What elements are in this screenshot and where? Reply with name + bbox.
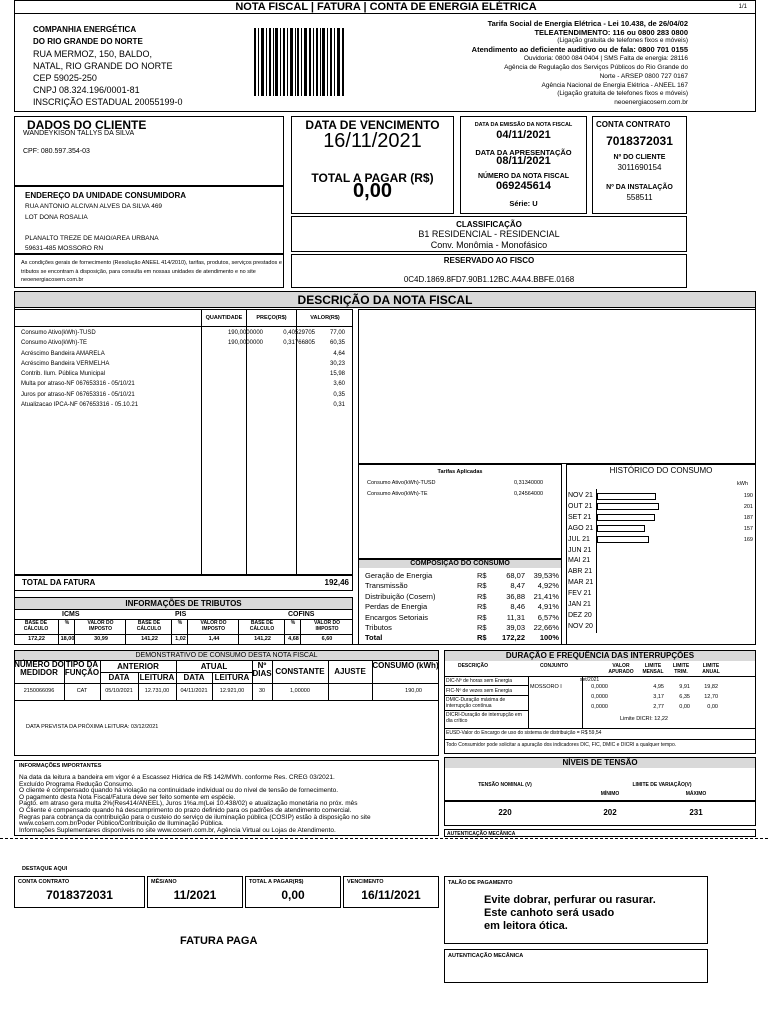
int-val: 3,17 xyxy=(653,694,664,700)
classification-line-1: B1 RESIDENCIAL - RESIDENCIAL xyxy=(418,229,560,239)
tension-nominal: TENSÃO NOMINAL (V) xyxy=(478,782,532,788)
total-invoice-value: 192,46 xyxy=(324,578,349,587)
composition-name: Encargos Setoriais xyxy=(365,612,428,622)
slip-label: TALÃO DE PAGAMENTO xyxy=(448,880,513,886)
stub-total-value: 0,00 xyxy=(281,888,305,902)
history-month-label: OUT 21 xyxy=(568,502,593,510)
important-line: Informações Suplementares disponíveis no site www.cosern.com.br, Agência Virtual ou Lojas de Atendimento. xyxy=(19,826,336,834)
client-number-label: Nº DO CLIENTE xyxy=(613,154,666,161)
nf-number: 069245614 xyxy=(495,180,552,192)
composition-value: 68,07 xyxy=(506,571,525,580)
composition-pct: 22,66% xyxy=(533,622,559,632)
conditions-text: As condições gerais de fornecimento (Resolução ANEEL 414/2010), tarifas, produtos, serviços prestados e tributos se encontram à disposição, para consulta em nossas unidades de atendimento e no site neoenergiacosern.com.br xyxy=(21,260,282,284)
int-val: 0,00 xyxy=(707,704,718,710)
tax-value: 1,44 xyxy=(208,636,220,642)
important-line: O cliente é compensado quando há violação na continuidade individual ou do nível de tensão de fornecimento. xyxy=(19,787,339,795)
interruptions-title: DURAÇÃO E FREQUÊNCIA DAS INTERRUPÇÕES xyxy=(445,651,755,661)
history-bar xyxy=(597,514,655,521)
item-row: Consumo Ativo(kWh)-TE 190,0000000 0,31766805 60,35 xyxy=(21,340,345,347)
composition-row xyxy=(365,633,559,643)
int-val: 6,35 xyxy=(679,694,690,700)
important-line: Na data da leitura a bandeira em vigor é a Escassez Hídrica de R$ 142/MWh. conforme Res. CREG 03/2021. xyxy=(19,774,335,781)
stub-due xyxy=(343,876,439,908)
contract-label: CONTA CONTRATO xyxy=(596,120,671,129)
unit-line-2: LOT DONA ROSALIA xyxy=(25,213,88,221)
composition-row xyxy=(365,581,559,591)
history-month-label: JUL 21 xyxy=(568,535,590,543)
due-label: DATA DE VENCIMENTO xyxy=(305,118,440,132)
composition-row xyxy=(365,571,559,581)
history-box xyxy=(566,464,756,645)
int-dicri: DICRI-Duração de interrupção em dia crítico xyxy=(446,712,522,724)
taxes-title: INFORMAÇÕES DE TRIBUTOS xyxy=(15,598,352,610)
int-val: 0,0000 xyxy=(591,704,608,710)
history-month-label: MAR 21 xyxy=(568,579,594,587)
slip-warning-line: Evite dobrar, perfurar ou rasurar. xyxy=(484,894,656,906)
stub-month xyxy=(147,876,243,908)
int-note: Todo Consumidor pode solicitar a apuração dos indicadores DIC, FIC, DMIC e DICRI a qualquer tempo. xyxy=(446,742,677,748)
int-val: 12,70 xyxy=(704,694,718,700)
unit-line-1: RUA ANTONIO ALCIVAN ALVES DA SILVA 469 xyxy=(25,203,163,210)
unit-line-4: PLANALTO TREZE DE MAIO/AREA URBANA xyxy=(25,234,159,242)
tax-sub: BASE DE CÁLCULO xyxy=(14,620,59,645)
col-constant: CONSTANTE xyxy=(275,667,325,676)
contact-note-1: (Ligação gratuita de telefones fixos e móveis) xyxy=(557,37,688,44)
col-meter: NÚMERO DO MEDIDOR xyxy=(14,660,64,677)
stub-contract xyxy=(14,876,145,908)
tax-pis: PIS xyxy=(175,611,187,618)
composition-row xyxy=(365,602,559,612)
int-val: 0,0000 xyxy=(591,684,608,690)
unit-address xyxy=(25,202,162,255)
tension-nominal-value: 220 xyxy=(498,808,512,817)
history-month-label: NOV 20 xyxy=(568,622,593,630)
important-title: INFORMAÇÕES IMPORTANTES xyxy=(19,763,102,769)
aneel: Agência Nacional de Energia Elétrica - ANEEL 167 xyxy=(541,82,688,89)
col-previous: ANTERIOR xyxy=(117,662,159,671)
important-lines xyxy=(19,775,438,834)
tax-sub: BASE DE CÁLCULO xyxy=(127,620,172,645)
tax-sub: VALOR DO IMPOSTO xyxy=(76,620,126,645)
page-number: 1/1 xyxy=(738,4,747,10)
history-month-label: JUN 21 xyxy=(568,546,592,554)
tariff-name-2: Consumo Ativo(kWh)-TE xyxy=(367,491,428,497)
description-title: DESCRIÇÃO DA NOTA FISCAL xyxy=(297,293,473,307)
teleatendimento: TELEATENDIMENTO: 116 ou 0800 283 0800 xyxy=(534,28,688,37)
history-chart xyxy=(567,489,755,645)
tax-cofins: COFINS xyxy=(288,611,315,618)
description-header xyxy=(15,292,755,308)
col-prev-date: DATA xyxy=(108,673,130,682)
stub-month-label: MÊS/ANO xyxy=(151,879,177,885)
col-consumption: CONSUMO (kWh) xyxy=(372,661,439,670)
arsep-1: Agência de Regulação dos Serviços Públicos do Rio Grande do xyxy=(504,64,688,71)
composition-currency: R$ xyxy=(477,622,487,632)
taxes-grid xyxy=(14,619,353,645)
important-line: O Cliente é compensado quando há descumprimento do prazo definido para os padrões de atendimento comercial. xyxy=(19,806,352,814)
composition-box xyxy=(358,559,562,645)
tax-value: 1,02 xyxy=(175,636,186,642)
slip-box xyxy=(444,876,708,944)
fisco-code: 0C4D.1869.8FD7.90B1.12BC.A4A4.BBFE.0168 xyxy=(403,275,575,284)
presentation-date: 08/11/2021 xyxy=(496,155,551,167)
due-date: 16/11/2021 xyxy=(323,130,422,152)
conditions-box xyxy=(14,254,284,288)
history-month-label: NOV 21 xyxy=(568,492,593,499)
history-title: HISTÓRICO DO CONSUMO xyxy=(609,466,713,475)
emission-box xyxy=(460,116,587,214)
header-bar xyxy=(14,0,756,14)
total-invoice-row xyxy=(14,575,353,591)
col-prev-reading: LEITURA xyxy=(139,673,175,682)
slip-warning-line: em leitora ótica. xyxy=(484,920,568,932)
installation-number: 558511 xyxy=(626,193,653,202)
tax-sub: VALOR DO IMPOSTO xyxy=(313,620,341,632)
history-month-label: ABR 21 xyxy=(568,568,593,576)
history-value-label: 190 xyxy=(743,493,753,499)
days: 30 xyxy=(258,688,266,694)
slip-warning xyxy=(484,894,656,933)
composition-currency: R$ xyxy=(477,581,487,591)
composition-row xyxy=(365,592,559,602)
auth-label-top: AUTENTICAÇÃO MECÂNICA xyxy=(447,831,516,837)
item-row: Multa por atraso-NF 067653316 - 05/10/21 3,60 xyxy=(21,381,345,388)
classification-line-2: Conv. Monômia - Monofásico xyxy=(430,240,548,250)
presentation-label: DATA DA APRESENTAÇÃO xyxy=(475,148,572,157)
int-dic: DIC-Nº de horas sem Energia xyxy=(446,678,513,684)
int-dicri-limit: Limite DICRI: 12,22 xyxy=(620,716,668,722)
company-name-2: DO RIO GRANDE DO NORTE xyxy=(33,37,143,46)
cur-date: 04/11/2021 xyxy=(180,688,208,694)
tariff-value-1: 0,31340000 xyxy=(514,480,544,486)
tension-box xyxy=(444,757,756,801)
composition-pct: 21,41% xyxy=(533,591,559,601)
tax-sub: BASE DE CÁLCULO xyxy=(240,620,285,645)
constant: 1,00000 xyxy=(290,688,310,694)
int-month: set/2021 xyxy=(580,677,600,683)
client-cpf: CPF: 080.597.354-03 xyxy=(23,148,90,155)
int-col: CONJUNTO xyxy=(540,663,568,669)
consumption-title: DEMONSTRATIVO DE CONSUMO DESTA NOTA FISCAL xyxy=(15,651,438,661)
tension-min-label: MÍNIMO xyxy=(600,791,620,797)
int-val: 0,0000 xyxy=(591,694,608,700)
tax-icms: ICMS xyxy=(62,611,80,618)
int-fic: FIC-Nº de vezes sem Energia xyxy=(446,688,513,694)
composition-pct: 4,92% xyxy=(537,581,559,591)
cur-reading: 12.921,00 xyxy=(219,688,245,694)
col-cur-date: DATA xyxy=(183,673,205,682)
composition-currency: R$ xyxy=(477,571,487,580)
history-month-label: SET 21 xyxy=(568,513,592,521)
int-col: LIMITE ANUAL xyxy=(702,663,720,675)
due-box xyxy=(291,116,454,214)
col-cur-reading: LEITURA xyxy=(214,673,250,682)
composition-name: Perdas de Energia xyxy=(365,602,428,612)
items-list xyxy=(21,328,351,410)
history-bar xyxy=(597,493,656,500)
int-val: 0,00 xyxy=(679,704,690,710)
int-col: LIMITE MENSAL xyxy=(642,663,664,675)
client-number: 3011690154 xyxy=(617,163,662,172)
deficiente-atendimento: Atendimento ao deficiente auditivo ou de fala: 0800 701 0155 xyxy=(471,45,688,54)
composition-value: 11,31 xyxy=(506,612,525,622)
classification-label: CLASSIFICAÇÃO xyxy=(456,220,522,229)
composition-value: 39,03 xyxy=(506,622,525,632)
item-row: Contrib. Ilum. Pública Municipal 15,98 xyxy=(21,371,345,378)
tax-sub: % xyxy=(60,620,75,645)
company-address: RUA MERMOZ, 150, BALDO, xyxy=(33,49,153,59)
stub-contract-value: 7018372031 xyxy=(46,888,113,902)
tax-value: 18,00 xyxy=(60,636,75,642)
composition-name: Geração de Energia xyxy=(365,571,433,580)
int-set: MOSSORO I xyxy=(530,684,562,690)
website: neoenergiacosern.com.br xyxy=(614,99,688,106)
client-title: DADOS DO CLIENTE xyxy=(27,118,147,132)
tax-value: 30,99 xyxy=(94,636,108,642)
stub-total-label: TOTAL A PAGAR(R$) xyxy=(249,879,304,885)
composition-pct: 39,53% xyxy=(533,571,559,580)
consumption-kwh: 190,00 xyxy=(405,688,422,694)
composition-row xyxy=(365,613,559,623)
prev-reading: 12.731,00 xyxy=(144,688,170,694)
tension-max-value: 231 xyxy=(689,808,703,817)
barcode-image xyxy=(254,28,344,96)
history-month-label: MAI 21 xyxy=(568,557,591,565)
composition-currency: R$ xyxy=(477,591,487,601)
fatura-paga: FATURA PAGA xyxy=(180,935,258,947)
tariffs-box xyxy=(358,464,562,559)
total-label: TOTAL A PAGAR (R$) xyxy=(311,171,434,185)
col-price: PREÇO(R$) xyxy=(256,315,287,321)
composition-value: 36,88 xyxy=(506,591,525,601)
tension-values xyxy=(444,801,756,826)
stub-total xyxy=(245,876,341,908)
unit-box xyxy=(14,186,284,254)
important-box xyxy=(14,760,439,836)
company-city: NATAL, RIO GRANDE DO NORTE xyxy=(33,61,173,71)
tariff-name-1: Consumo Ativo(kWh)-TUSD xyxy=(367,480,436,486)
emission-date: 04/11/2021 xyxy=(496,129,551,141)
tax-sub: % xyxy=(173,620,188,645)
composition-table xyxy=(365,571,559,644)
company-info xyxy=(33,24,183,108)
ouvidoria: Ouvidoria: 0800 084 0404 | SMS Falta de energia: 28116 xyxy=(523,55,688,62)
total-value: 0,00 xyxy=(353,180,392,202)
blank-panel xyxy=(358,309,756,464)
tariffs-title: Tarifas Aplicadas xyxy=(437,469,483,475)
history-value-label: 169 xyxy=(743,536,753,543)
company-name-1: COMPANHIA ENERGÉTICA xyxy=(33,25,137,34)
item-row: Atualizacao IPCA-NF 067653316 - 05.10.21 0,31 xyxy=(21,402,345,409)
composition-pct: 100% xyxy=(539,633,559,643)
history-bar xyxy=(597,536,649,543)
composition-pct: 4,91% xyxy=(537,602,559,612)
document-title: NOTA FISCAL | FATURA | CONTA DE ENERGIA ELÉTRICA xyxy=(235,1,537,13)
auth-box-bottom xyxy=(444,949,708,983)
item-row: Juros por atraso-NF 067653316 - 05/10/21 0,35 xyxy=(21,391,345,398)
tension-min-value: 202 xyxy=(603,808,617,817)
company-cnpj: CNPJ 08.324.196/0001-81 xyxy=(33,85,140,95)
int-col: DESCRIÇÃO xyxy=(457,663,488,669)
unit-line-5: 59631-485 MOSSORO RN xyxy=(25,245,104,252)
tax-sub: VALOR DO IMPOSTO xyxy=(189,620,239,645)
client-box xyxy=(14,116,284,186)
slip-warning-line: Este canhoto será usado xyxy=(484,907,615,919)
col-days: Nº DIAS xyxy=(252,661,272,678)
tax-value: 4,68 xyxy=(288,636,299,642)
int-eusd: EUSD-Valor do Encargo de uso do sistema de distribuição = R$ 59,54 xyxy=(446,730,602,736)
item-row: Acréscimo Bandeira VERMELHA 30,23 xyxy=(21,360,345,367)
col-adjust: AJUSTE xyxy=(334,667,366,676)
auth-label-bottom: AUTENTICAÇÃO MECÂNICA xyxy=(448,953,524,959)
stub-due-value: 16/11/2021 xyxy=(361,888,421,902)
col-current: ATUAL xyxy=(200,662,228,671)
int-col: LIMITE TRIM. xyxy=(672,663,690,675)
fisco-label: RESERVADO AO FISCO xyxy=(443,256,535,265)
history-value-label: 187 xyxy=(743,514,753,521)
composition-name: Total xyxy=(365,633,383,643)
emission-label: DATA DA EMISSÃO DA NOTA FISCAL xyxy=(474,122,573,128)
tariff-value-2: 0,24564000 xyxy=(514,491,544,497)
important-line: Regras para cobrança da contribuição para o custeio do serviço de iluminação pública (COSIP) estão à disposição no site xyxy=(19,813,371,821)
item-row: Acréscimo Bandeira AMARELA 4,64 xyxy=(21,350,345,357)
contact-info xyxy=(348,19,688,107)
int-val: 4,95 xyxy=(653,684,664,690)
important-line: www.cosern.com.br/Poder Público/Contribuição de Iluminação Pública. xyxy=(19,820,224,828)
item-row: Consumo Ativo(kWh)-TUSD 190,0000000 0,40529705 77,00 xyxy=(21,330,345,336)
composition-title: COMPOSIÇÃO DO CONSUMO xyxy=(359,560,561,568)
important-line: Pagto. em atraso gera multa 2%(Res414/ANEEL), Juros 1%a.m(Lei 10.438/02) e atualização monetária no próx. mês xyxy=(19,800,358,808)
composition-currency: R$ xyxy=(477,612,487,622)
tax-value: 141,22 xyxy=(141,636,158,642)
int-val: 9,91 xyxy=(679,684,690,690)
int-val: 2,77 xyxy=(653,704,664,710)
nf-number-label: NÚMERO DA NOTA FISCAL xyxy=(477,173,570,180)
history-bar xyxy=(597,503,659,510)
unit-line-3 xyxy=(25,223,162,234)
nf-serie: Série: U xyxy=(509,199,538,208)
history-month-label: DEZ 20 xyxy=(568,611,592,619)
history-month-label: JAN 21 xyxy=(568,601,591,608)
tax-value: 141,22 xyxy=(254,636,271,642)
meter-number: 2150066096 xyxy=(23,688,55,694)
tension-max-label: MÁXIMO xyxy=(685,791,707,797)
composition-value: 8,46 xyxy=(510,602,525,612)
important-line: O pagamento desta Nota Fiscal/Fatura deve ser feito somente em espécie. xyxy=(19,793,236,801)
composition-row xyxy=(365,623,559,633)
history-month-label: AGO 21 xyxy=(568,524,594,532)
composition-name: Transmissão xyxy=(365,581,408,591)
composition-value: 8,47 xyxy=(510,581,525,591)
classification-box xyxy=(291,216,687,252)
arsep-2: Norte - ARSEP 0800 727 0167 xyxy=(599,73,688,80)
contract-box xyxy=(592,116,687,214)
contact-note-2: (Ligação gratuita de telefones fixos e móveis) xyxy=(557,90,688,97)
history-value-label: 157 xyxy=(743,525,753,532)
composition-currency: R$ xyxy=(477,633,487,643)
composition-value: 172,22 xyxy=(502,633,525,643)
composition-name: Distribuição (Cosern) xyxy=(365,591,436,601)
tax-value: 172,22 xyxy=(28,636,45,642)
history-month-label: FEV 21 xyxy=(568,590,592,598)
stub-contract-label: CONTA CONTRATO xyxy=(18,879,70,885)
history-value-label: 201 xyxy=(743,503,753,510)
tension-variation: LIMITE DE VARIAÇÃO(V) xyxy=(632,782,692,788)
int-val: 19,82 xyxy=(704,684,718,690)
next-reading: DATA PREVISTA DA PRÓXIMA LEITURA: 03/12/2021 xyxy=(26,724,159,730)
interruptions-grid xyxy=(444,661,756,754)
function-type: CAT xyxy=(76,688,88,694)
unit-title: ENDEREÇO DA UNIDADE CONSUMIDORA xyxy=(25,191,187,200)
col-quantity: QUANTIDADE xyxy=(205,315,243,321)
client-name: WANDEYKISON TALLYS DA SILVA xyxy=(23,130,135,137)
col-value: VALOR(R$) xyxy=(310,315,340,321)
tarifa-social: Tarifa Social de Energia Elétrica - Lei 10.438, de 26/04/02 xyxy=(487,19,688,28)
history-axis xyxy=(596,489,597,633)
stub-due-label: VENCIMENTO xyxy=(347,879,384,885)
composition-pct: 6,57% xyxy=(537,612,559,622)
tension-title: NÍVEIS DE TENSÃO xyxy=(445,758,755,768)
auth-box-top xyxy=(444,829,756,837)
history-bar xyxy=(597,525,645,532)
history-unit: kWh xyxy=(737,481,748,487)
prev-date: 05/10/2021 xyxy=(105,688,133,694)
company-cep: CEP 59025-250 xyxy=(33,73,97,83)
company-ie: INSCRIÇÃO ESTADUAL 20055199-0 xyxy=(33,97,183,107)
tax-value: 6,60 xyxy=(321,636,333,642)
contract-number: 7018372031 xyxy=(606,134,673,148)
important-line: Excluído Programa Redução Consumo. xyxy=(19,780,134,788)
installation-label: Nº DA INSTALAÇÃO xyxy=(606,184,673,191)
cut-line xyxy=(0,838,768,839)
stub-month-value: 11/2021 xyxy=(173,888,217,902)
tax-sub: % xyxy=(286,620,301,645)
composition-currency: R$ xyxy=(477,602,487,612)
int-dmic: DMIC-Duração máxima de interrupção contínua xyxy=(446,697,506,709)
cut-here: DESTAQUE AQUI xyxy=(22,866,68,872)
col-function: TIPO DA FUNÇÃO xyxy=(64,660,100,677)
int-col: VALOR APURADO xyxy=(608,663,634,675)
composition-name: Tributos xyxy=(365,622,392,632)
total-invoice-label: TOTAL DA FATURA xyxy=(22,578,96,587)
fisco-box xyxy=(291,254,687,288)
